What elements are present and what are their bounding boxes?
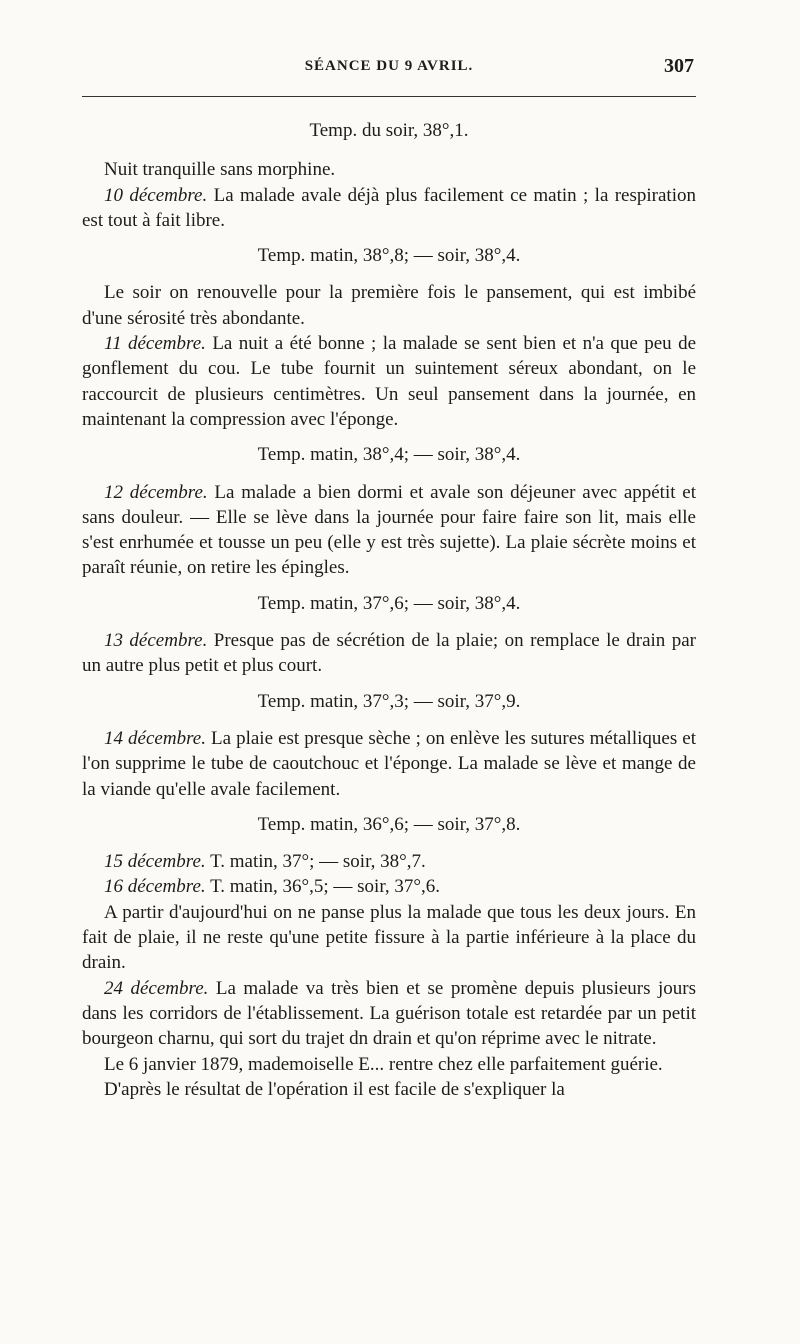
paragraph: Le 6 janvier 1879, mademoiselle E... rentre chez elle parfaitement guérie.	[104, 1053, 663, 1075]
entry-date: 11 décembre.	[104, 333, 206, 355]
paragraph: 12 décembre. La malade a bien dormi et avale son déjeuner avec appétit et sans douleur. — Elle se lève dans la journée pour faire faire son lit, mais elle s'est enrhumée et tousse un peu (elle y est très sujette). La plaie sécrète moins et paraît réunie, on retire les épingles.	[82, 481, 696, 579]
entry-date: 16 décembre.	[104, 876, 206, 898]
temperature-line: Temp. matin, 37°,6; — soir, 38°,4.	[257, 592, 521, 614]
entry-date: 10 décembre.	[104, 184, 208, 206]
entry-date: 12 décembre.	[104, 481, 208, 503]
body-text	[82, 118, 696, 1102]
page-header	[82, 55, 696, 88]
temperature-line: Temp. matin, 38°,8; — soir, 38°,4.	[257, 245, 521, 267]
temperature-line: Temp. matin, 38°,4; — soir, 38°,4.	[257, 444, 521, 466]
temperature-line: Temp. du soir, 38°,1.	[309, 120, 469, 141]
paragraph: 11 décembre. La nuit a été bonne ; la malade se sent bien et n'a que peu de gonflement du cou. Le tube fournit un suintement séreux abondant, on le raccourcit de plusieurs centimètres. Un seul pansement dans la journée, en maintenant la compression avec l'éponge.	[82, 333, 697, 430]
paragraph: 24 décembre. La malade va très bien et se promène depuis plusieurs jours dans les corridors de l'établissement. La guérison totale est retardée par un petit bourgeon charnu, qui sort du trajet dn drain et qu'on réprime avec le nitrate.	[82, 977, 696, 1050]
paragraph: 10 décembre. La malade avale déjà plus facilement ce matin ; la respiration est tout à fait libre.	[82, 184, 696, 231]
entry-date: 24 décembre.	[104, 977, 209, 999]
entry-date: 14 décembre.	[104, 727, 206, 749]
running-title: SÉANCE DU 9 AVRIL.	[304, 58, 474, 74]
paragraph: D'après le résultat de l'opération il est facile de s'expliquer la	[104, 1078, 565, 1100]
temperature-line: Temp. matin, 36°,6; — soir, 37°,8.	[257, 813, 521, 835]
paragraph: 13 décembre. Presque pas de sécrétion de la plaie; on remplace le drain par un autre plus petit et plus court.	[82, 630, 696, 677]
paragraph: Le soir on renouvelle pour la première fois le pansement, qui est imbibé d'une sérosité très abondante.	[82, 282, 696, 329]
page-number: 307	[664, 55, 694, 77]
paragraph: 15 décembre. T. matin, 37°; — soir, 38°,7.	[104, 851, 426, 873]
paragraph: Nuit tranquille sans morphine.	[104, 159, 336, 181]
entry-date: 13 décembre.	[104, 630, 208, 652]
paragraph: A partir d'aujourd'hui on ne panse plus la malade que tous les deux jours. En fait de plaie, il ne reste qu'une petite fissure à la partie inférieure à la place du drain.	[82, 901, 696, 974]
paragraph: 16 décembre. T. matin, 36°,5; — soir, 37°,6.	[104, 876, 440, 898]
header-rule	[82, 96, 696, 97]
entry-date: 15 décembre.	[104, 851, 206, 873]
temperature-line: Temp. matin, 37°,3; — soir, 37°,9.	[257, 690, 521, 712]
paragraph: 14 décembre. La plaie est presque sèche ; on enlève les sutures métalliques et l'on supprime le tube de caoutchouc et l'éponge. La malade se lève et mange de la viande qu'elle avale facilement.	[82, 727, 696, 800]
